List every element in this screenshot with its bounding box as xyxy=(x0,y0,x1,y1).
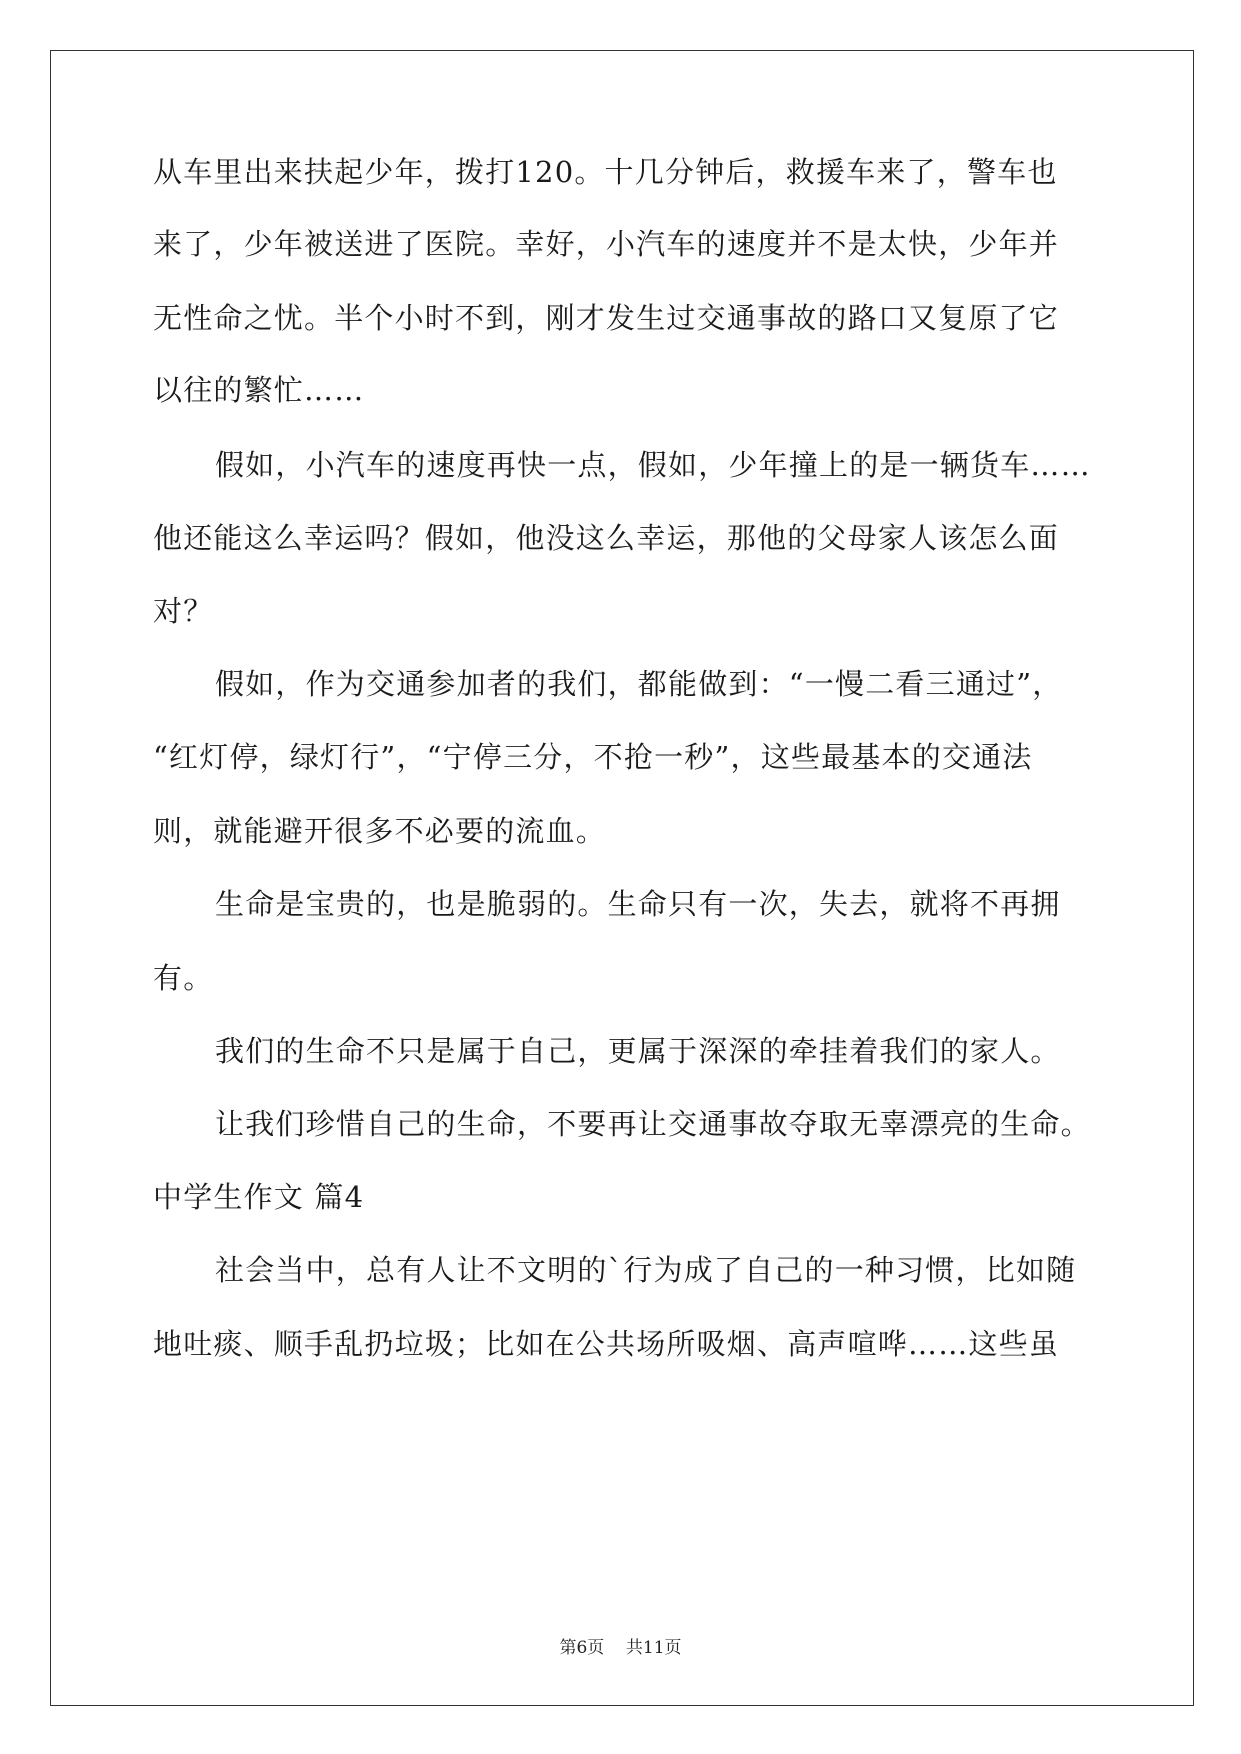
text-line: 来了，少年被送进了医院。幸好，小汽车的速度并不是太快，少年并 xyxy=(153,227,1060,261)
paragraph-start-line: 假如，作为交通参加者的我们，都能做到：“一慢二看三通过”， xyxy=(215,667,1063,701)
text-line: “红灯停，绿灯行”，“宁停三分，不抢一秒”，这些最基本的交通法 xyxy=(153,740,1033,774)
text-line: 从车里出来扶起少年，拨打120。十几分钟后，救援车来了，警车也 xyxy=(153,155,1058,189)
paragraph-start-line: 假如，小汽车的速度再快一点，假如，少年撞上的是一辆货车…… xyxy=(215,448,1091,482)
paragraph-start-line: 社会当中，总有人让不文明的`行为成了自己的一种习惯，比如随 xyxy=(215,1253,1077,1287)
text-line: 他还能这么幸运吗？假如，他没这么幸运，那他的父母家人该怎么面 xyxy=(153,521,1060,555)
paragraph-start-line: 让我们珍惜自己的生命，不要再让交通事故夺取无辜漂亮的生命。 xyxy=(215,1107,1091,1141)
text-line: 则，就能避开很多不必要的流血。 xyxy=(153,814,607,848)
paragraph-start-line: 我们的生命不只是属于自己，更属于深深的牵挂着我们的家人。 xyxy=(215,1034,1061,1068)
text-line: 有。 xyxy=(153,961,214,995)
section-heading: 中学生作文 篇4 xyxy=(153,1180,365,1214)
text-line: 地吐痰、顺手乱扔垃圾；比如在公共场所吸烟、高声喧哗……这些虽 xyxy=(153,1327,1060,1361)
page-footer xyxy=(0,1637,1241,1659)
text-line: 对？ xyxy=(153,594,214,628)
paragraph-start-line: 生命是宝贵的，也是脆弱的。生命只有一次，失去，就将不再拥 xyxy=(215,887,1061,921)
text-line: 以往的繁忙…… xyxy=(153,373,365,407)
page-number: 第6页 xyxy=(559,1638,605,1658)
total-pages: 共11页 xyxy=(625,1638,682,1658)
text-line: 无性命之忧。半个小时不到，刚才发生过交通事故的路口又复原了它 xyxy=(153,301,1060,335)
